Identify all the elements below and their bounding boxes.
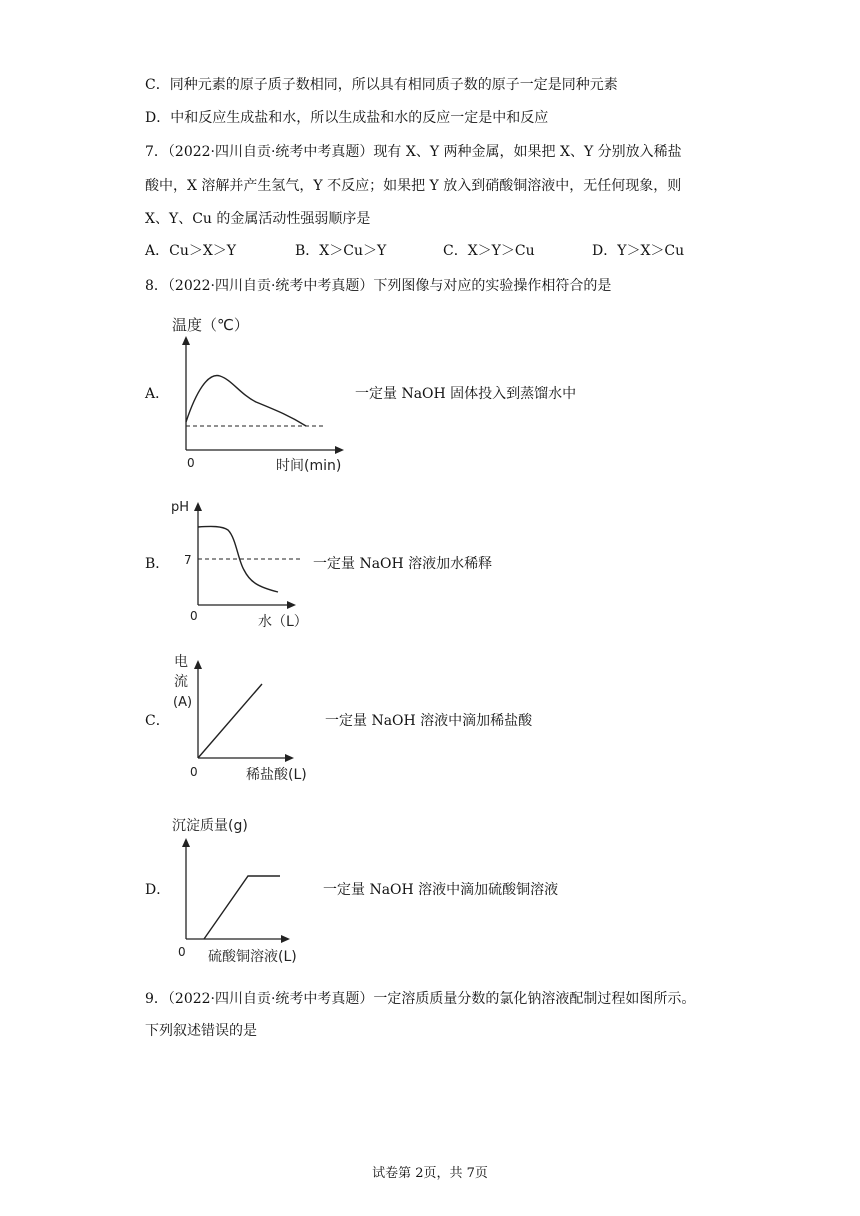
- q9-stem-line2: 下列叙述错误的是: [145, 1023, 257, 1039]
- graph-b-curve: [198, 526, 278, 592]
- q7-option-a: A．Cu＞X＞Y: [145, 243, 237, 259]
- q7-option-c: C．X＞Y＞Cu: [443, 243, 535, 259]
- graph-c-x-arrow: [285, 754, 294, 762]
- q8-stem: 8．（2022·四川自贡·统考中考真题）下列图像与对应的实验操作相符合的是: [145, 278, 612, 294]
- q8-option-b-desc: 一定量 NaOH 溶液加水稀释: [313, 556, 493, 572]
- q7-stem-line3: X、Y、Cu 的金属活动性强弱顺序是: [145, 211, 371, 227]
- graph-c-y-arrow: [194, 660, 202, 669]
- graph-d-ylabel: 沉淀质量(g): [172, 818, 248, 834]
- graph-a-origin: 0: [187, 456, 195, 470]
- graph-b-x-arrow: [287, 601, 296, 609]
- q7-option-d: D．Y＞X＞Cu: [592, 243, 685, 259]
- q8-option-d-label: D．: [145, 882, 171, 898]
- graph-a-x-arrow: [335, 446, 344, 454]
- graph-d-precipitate: [170, 812, 330, 972]
- graph-a-curve: [186, 375, 306, 426]
- q8-option-a-desc: 一定量 NaOH 固体投入到蒸馏水中: [355, 386, 577, 402]
- graph-a-ylabel: 温度（℃）: [172, 316, 249, 334]
- graph-b-ref-7: 7: [184, 553, 192, 567]
- q6-option-c: C．同种元素的原子质子数相同，所以具有相同质子数的原子一定是同种元素: [145, 77, 618, 93]
- graph-c-xlabel: 稀盐酸(L): [246, 767, 307, 783]
- graph-d-origin: 0: [178, 945, 186, 959]
- graph-c-origin: 0: [190, 765, 198, 779]
- graph-a-temperature: [160, 310, 360, 480]
- graph-b-ylabel: pH: [171, 500, 190, 515]
- graph-c-line: [198, 684, 262, 758]
- page-footer: 试卷第 2页，共 7页: [372, 1166, 488, 1181]
- graph-c-ylabel-2: 流: [174, 674, 188, 690]
- graph-c-ylabel-1: 电: [174, 654, 188, 670]
- graph-b-xlabel: 水（L）: [258, 614, 308, 630]
- graph-d-x-arrow: [281, 935, 290, 943]
- graph-a-xlabel: 时间(min): [276, 458, 342, 474]
- graph-b-origin: 0: [190, 609, 198, 623]
- graph-d-xlabel: 硫酸铜溶液(L): [208, 949, 297, 965]
- q8-option-c-label: C．: [145, 713, 170, 729]
- q7-option-b: B．X＞Cu＞Y: [295, 243, 387, 259]
- graph-b-y-arrow: [194, 502, 202, 511]
- graph-d-y-arrow: [182, 838, 190, 847]
- q7-stem-line2: 酸中，X 溶解并产生氢气，Y 不反应；如果把 Y 放入到硝酸铜溶液中，无任何现象，则: [145, 178, 682, 194]
- q9-stem-line1: 9．（2022·四川自贡·统考中考真题）一定溶质质量分数的氯化钠溶液配制过程如图所示。: [145, 991, 696, 1007]
- graph-d-line: [204, 876, 280, 939]
- q8-option-d-desc: 一定量 NaOH 溶液中滴加硫酸铜溶液: [323, 882, 559, 898]
- q7-stem-line1: 7．（2022·四川自贡·统考中考真题）现有 X、Y 两种金属，如果把 X、Y 分别放入稀盐: [145, 144, 682, 160]
- q8-option-a-label: A．: [145, 386, 170, 402]
- graph-c-ylabel-3: (A): [173, 695, 193, 710]
- q6-option-d: D．中和反应生成盐和水，所以生成盐和水的反应一定是中和反应: [145, 110, 549, 126]
- graph-b-ph: [168, 490, 328, 635]
- q8-option-b-label: B．: [145, 556, 170, 572]
- q8-option-c-desc: 一定量 NaOH 溶液中滴加稀盐酸: [325, 713, 533, 729]
- graph-a-y-arrow: [182, 336, 190, 345]
- graph-c-current: [170, 648, 340, 788]
